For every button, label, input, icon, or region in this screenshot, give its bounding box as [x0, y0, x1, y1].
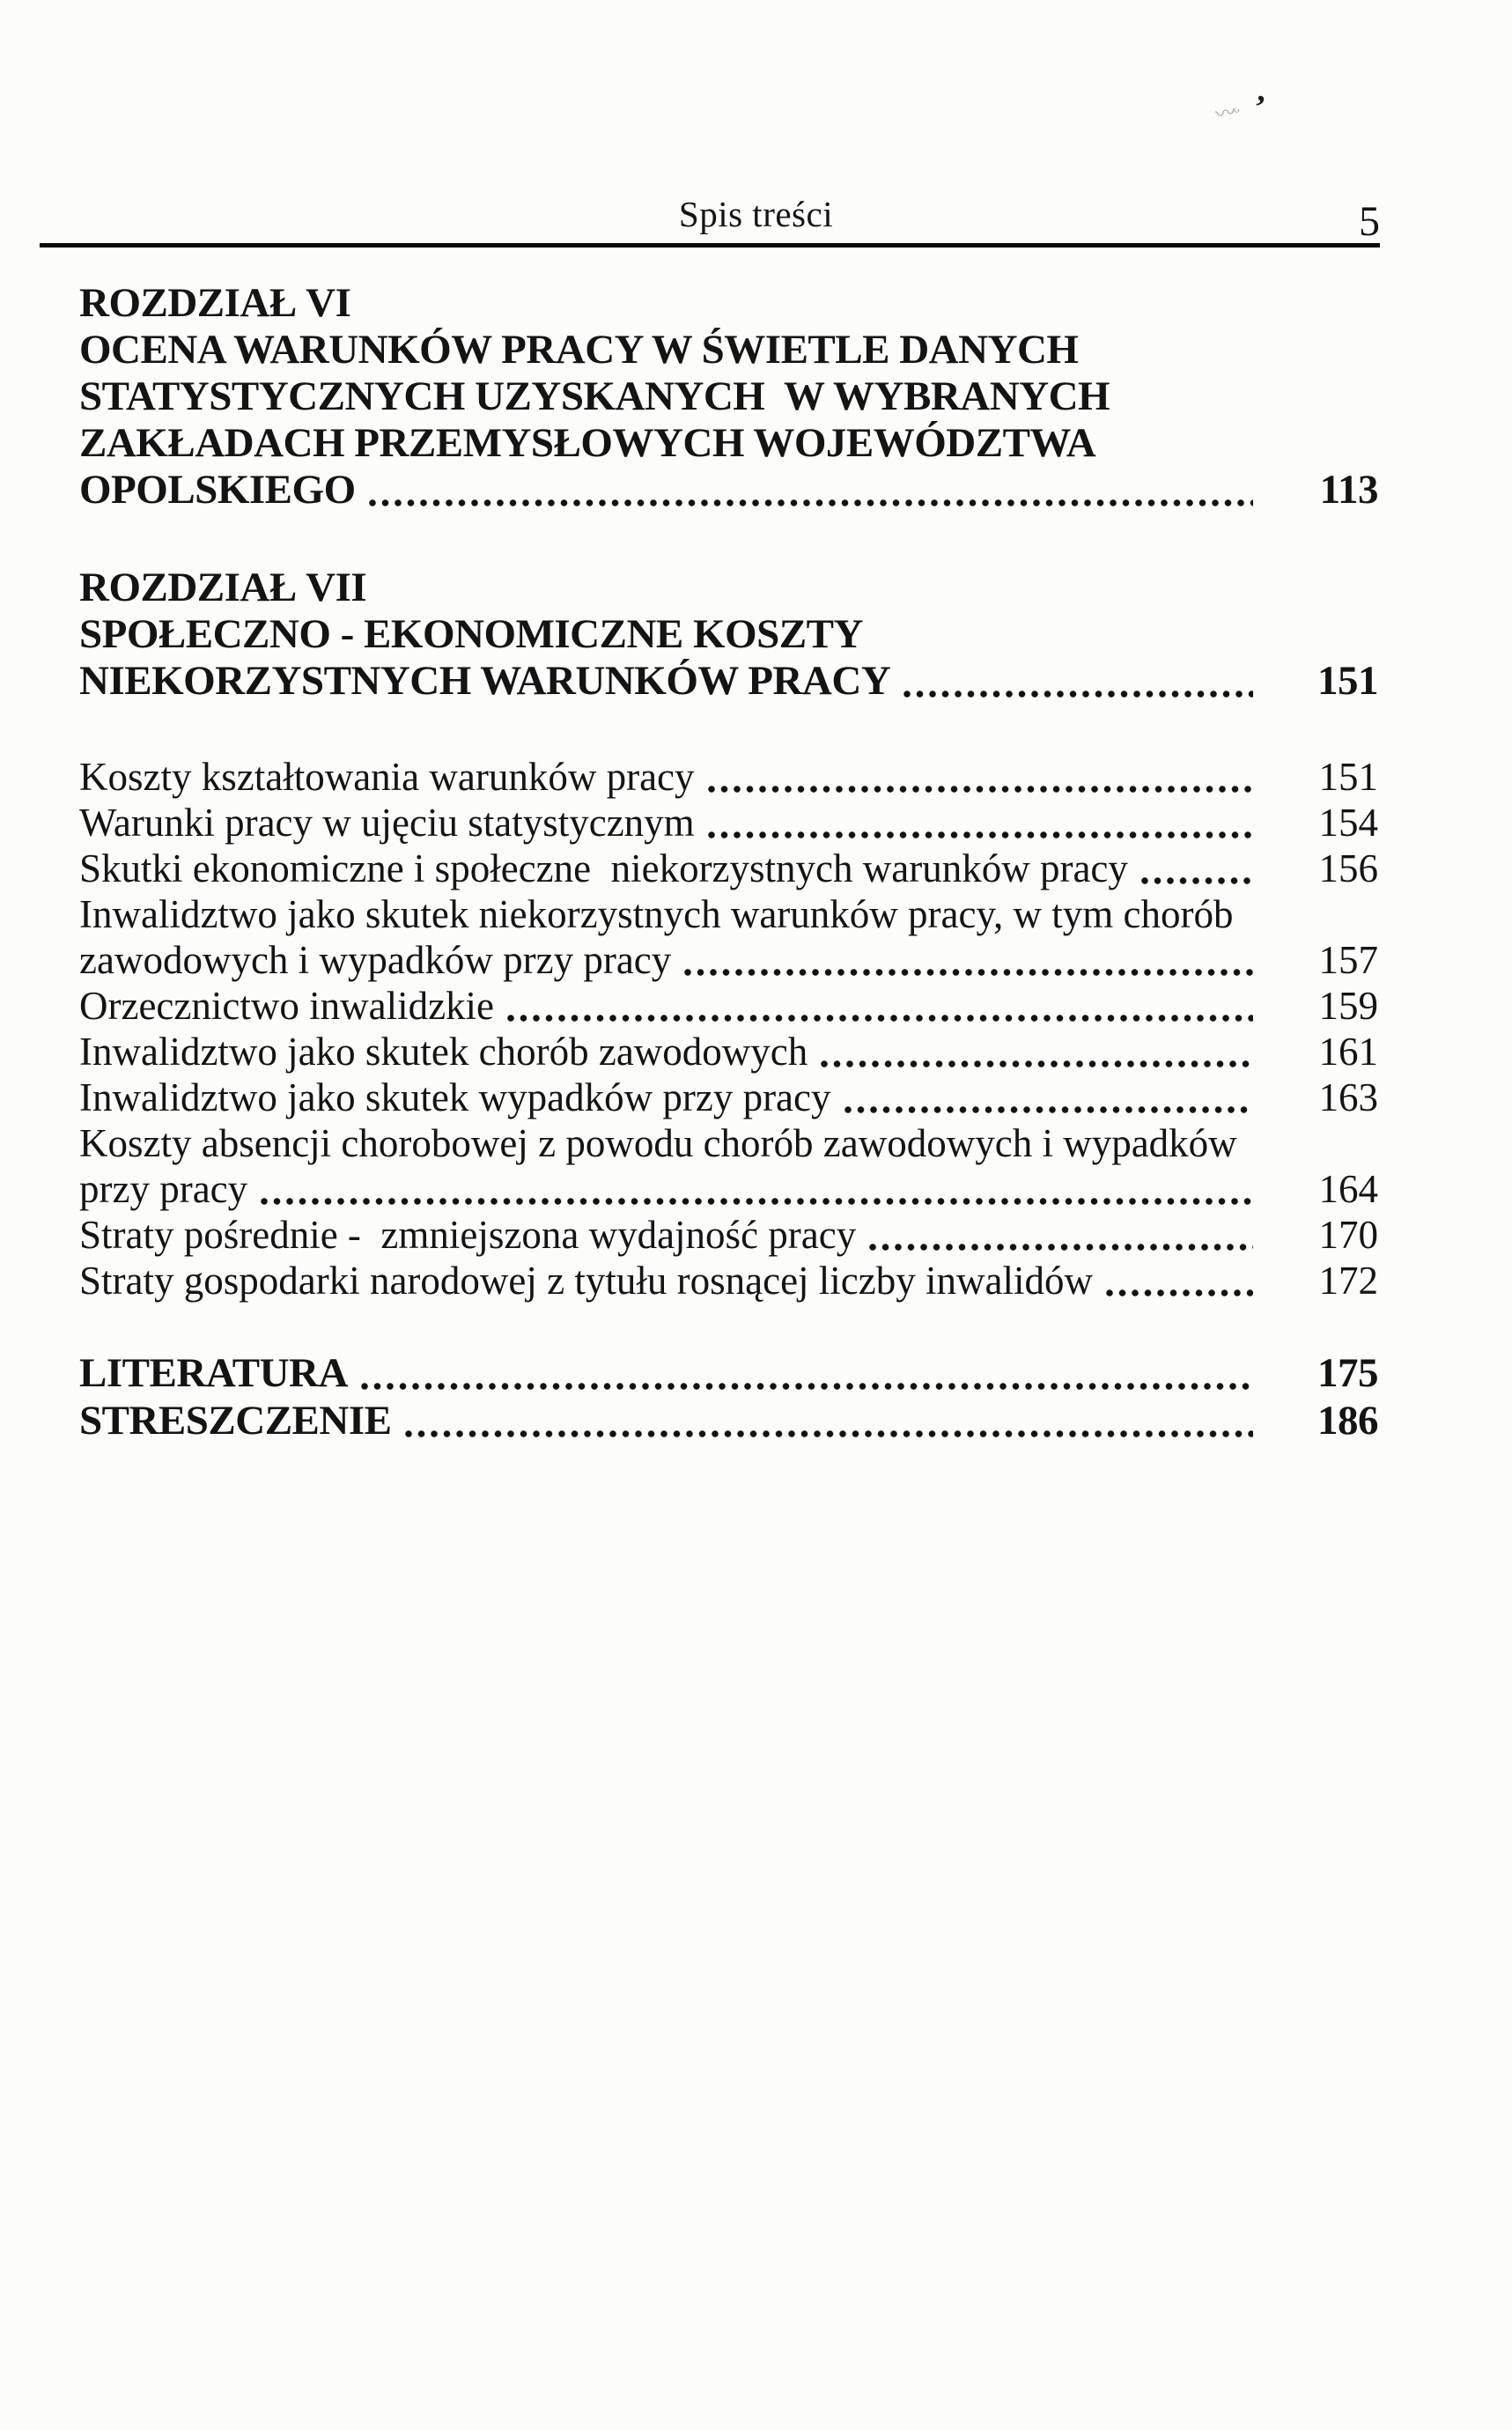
chapter-heading [79, 565, 1378, 705]
toc-entry-row [79, 937, 1378, 983]
back-matter-page-number: 186 [1317, 1398, 1378, 1444]
toc-entry-page-number: 161 [1318, 1030, 1378, 1074]
back-matter-title: STRESZCZENIE [79, 1398, 392, 1444]
chapter-page-number: 113 [1319, 467, 1378, 513]
toc-entry-line: Inwalidztwo jako skutek niekorzystnych warunków pracy, w tym chorób [79, 892, 1234, 936]
toc-entries [79, 754, 1378, 1304]
toc-entry-row [79, 800, 1378, 846]
back-matter-title: LITERATURA [79, 1350, 348, 1396]
chapter-line: STATYSTYCZNYCH UZYSKANYCH W WYBRANYCH [79, 373, 1110, 419]
toc-entry-line: Koszty absencji chorobowej z powodu chorób zawodowych i wypadków [79, 1121, 1237, 1165]
toc-entry-row [79, 1075, 1378, 1120]
toc-entry-title: Orzecznictwo inwalidzkie [79, 984, 495, 1028]
chapter-title: OPOLSKIEGO [79, 467, 356, 513]
chapter-line: OCENA WARUNKÓW PRACY W ŚWIETLE DANYCH [79, 327, 1079, 373]
stray-pencil-mark: 〰ᵕ [1213, 100, 1240, 127]
toc-entry-row [79, 983, 1378, 1029]
toc-content [79, 280, 1378, 1444]
chapter-line: ROZDZIAŁ VI [79, 280, 351, 326]
toc-entry-title: Koszty kształtowania warunków pracy [79, 755, 695, 799]
chapter-line: SPOŁECZNO - EKONOMICZNE KOSZTY [79, 611, 863, 657]
toc-entry-row [79, 1029, 1378, 1075]
toc-entry-title: Straty gospodarki narodowej z tytułu rosnącej liczby inwalidów [79, 1259, 1093, 1303]
chapter-heading [79, 280, 1378, 513]
chapter-line: ROZDZIAŁ VII [79, 565, 367, 610]
dotted-leader [404, 1429, 1254, 1438]
dotted-leader [506, 1014, 1253, 1023]
toc-entry-title: zawodowych i wypadków przy pracy [79, 938, 672, 982]
toc-entry-page-number: 164 [1318, 1167, 1378, 1211]
dotted-leader [820, 1060, 1253, 1068]
toc-backmatter [79, 1349, 1378, 1444]
toc-entry-row [79, 1212, 1378, 1258]
toc-entry-title: Skutki ekonomiczne i społeczne niekorzystnych warunków pracy [79, 846, 1128, 890]
dotted-leader [360, 1382, 1253, 1391]
chapter-title: NIEKORZYSTNYCH WARUNKÓW PRACY [79, 658, 891, 704]
toc-entry-page-number: 156 [1318, 846, 1378, 890]
toc-entry-page-number: 151 [1318, 755, 1378, 799]
chapter-line: ZAKŁADACH PRZEMYSŁOWYCH WOJEWÓDZTWA [79, 420, 1096, 466]
toc-entry-row [79, 754, 1378, 800]
toc-entry-page-number: 163 [1318, 1075, 1378, 1119]
toc-chapters [79, 280, 1378, 705]
chapter-page-number: 151 [1317, 658, 1378, 704]
header-page-number: 5 [1359, 198, 1380, 245]
dotted-leader [260, 1197, 1253, 1206]
dotted-leader [1105, 1289, 1253, 1297]
toc-entry-title: przy pracy [79, 1167, 248, 1211]
dotted-leader [868, 1243, 1253, 1252]
back-matter-row [79, 1397, 1378, 1444]
toc-entry-page-number: 172 [1318, 1259, 1378, 1303]
toc-entry-page-number: 157 [1318, 938, 1378, 982]
back-matter-page-number: 175 [1317, 1350, 1378, 1396]
toc-entry-page-number: 159 [1318, 984, 1378, 1028]
dotted-leader [707, 831, 1253, 839]
back-matter-row [79, 1349, 1378, 1397]
dotted-leader [683, 968, 1253, 977]
toc-entry-row [79, 1258, 1378, 1304]
toc-entry-title: Warunki pracy w ujęciu statystycznym [79, 801, 695, 845]
header-rule [40, 243, 1380, 247]
toc-entry-page-number: 170 [1318, 1213, 1378, 1257]
toc-entry-title: Inwalidztwo jako skutek wypadków przy pracy [79, 1075, 831, 1119]
dotted-leader [903, 690, 1253, 698]
dotted-leader [368, 499, 1253, 507]
chapter-row [79, 658, 1378, 705]
toc-entry-title: Straty pośrednie - zmniejszona wydajność pracy [79, 1213, 857, 1257]
stray-ink-mark: ʼ [1251, 88, 1268, 127]
chapter-row [79, 467, 1378, 513]
toc-entry-page-number: 154 [1318, 801, 1378, 845]
dotted-leader [707, 785, 1253, 794]
page-header [0, 190, 1512, 245]
page-title: Spis treści [678, 194, 834, 234]
toc-entry-row [79, 846, 1378, 891]
dotted-leader [1140, 876, 1253, 885]
dotted-leader [844, 1105, 1253, 1114]
toc-entry-title: Inwalidztwo jako skutek chorób zawodowych [79, 1030, 808, 1074]
toc-entry-row [79, 1166, 1378, 1212]
